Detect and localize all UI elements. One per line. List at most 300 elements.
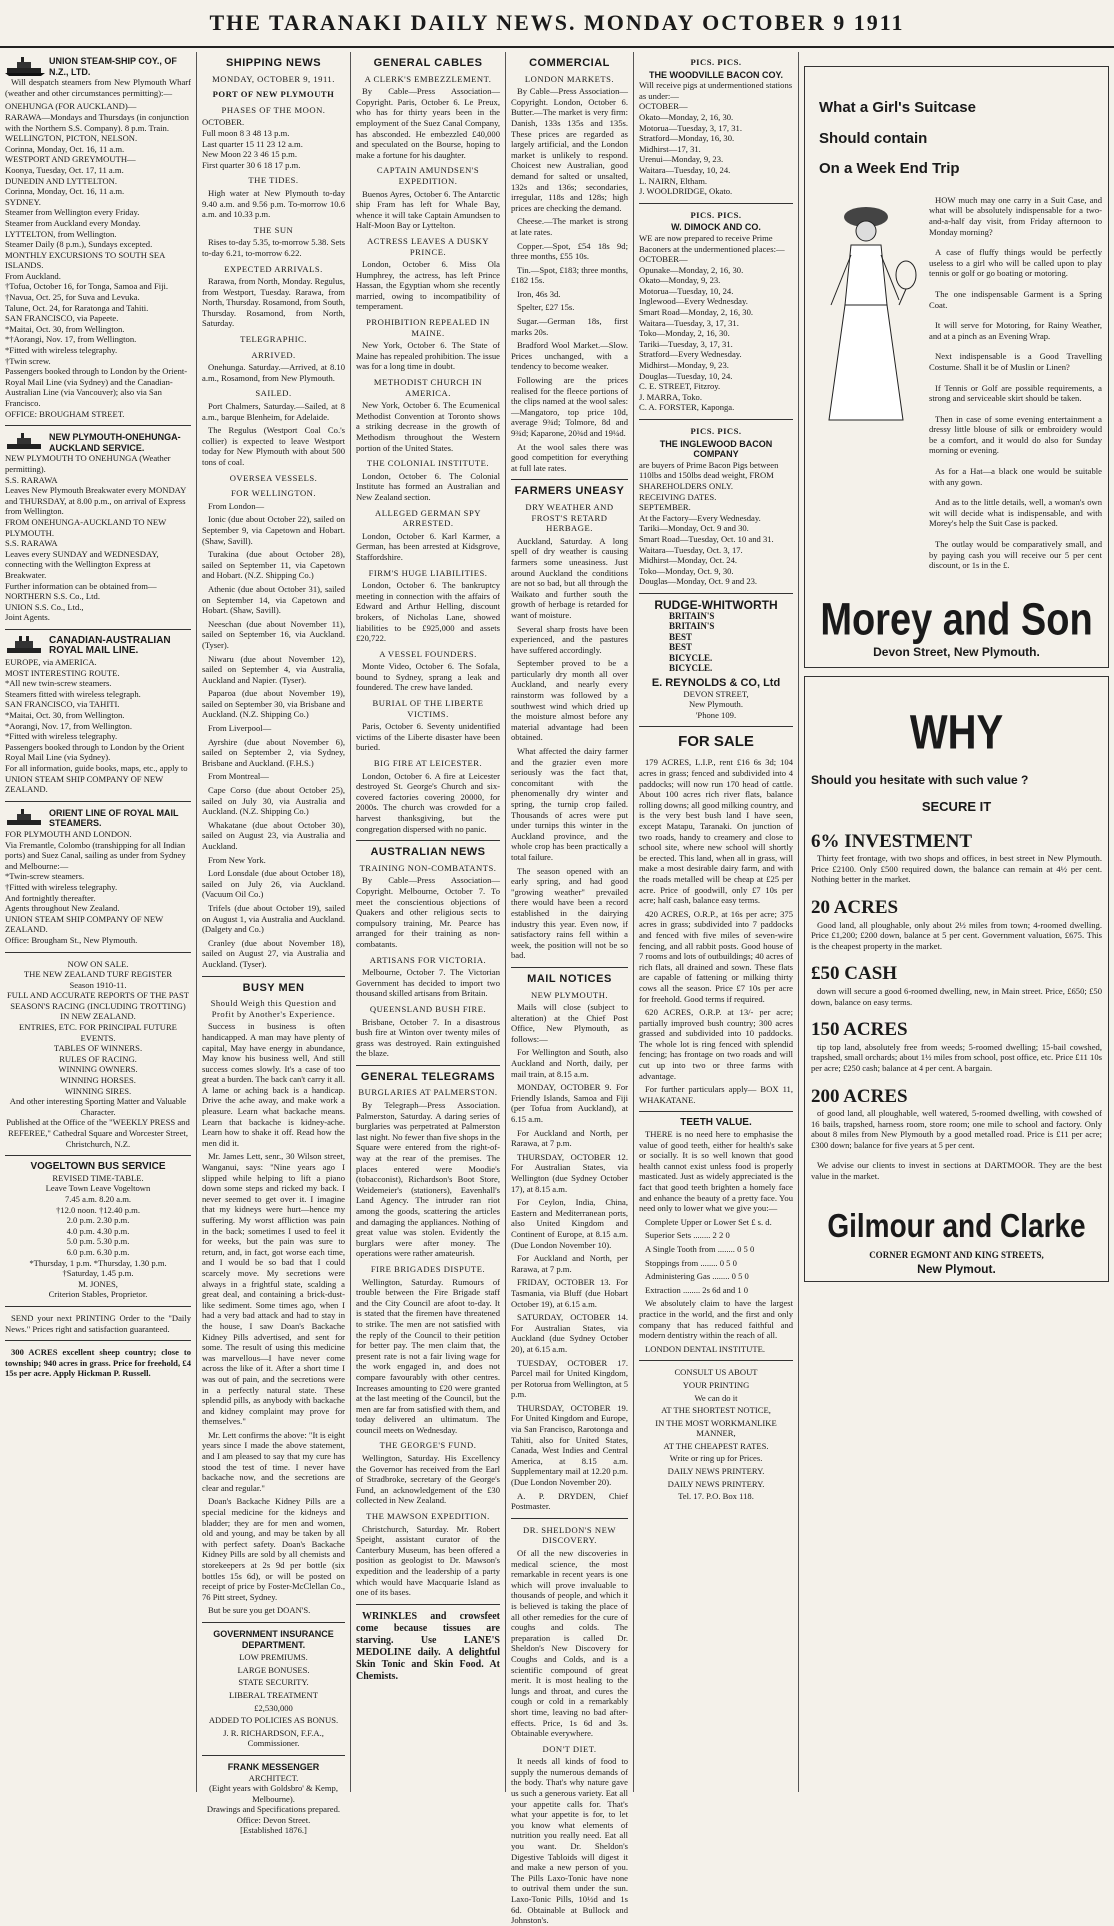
article-body: Monte Video, October 6. The Sofala, bound to Sydney, sprang a leak and foundered. The crew have landed.: [356, 661, 500, 693]
article-paragraph: Mr. James Lett, senr., 30 Wilson street, Wanganui, says: "Nine years ago I slipped while helping to lift a piano down some steps and ricked my back. I never seemed to get over it. I imagine that my kidneys were hurt—hence my suffering. My worst affliction was pain in the back; sometimes I used to feel it for weeks, but the pain was sure to return, and, in fact, got worse each time, and I would be so bad that I could scarcely move. My secretions were always in a frightful state, scalding a great deal, and containing a brick-dust-like sediment. Some times ago, when I had a very bad attack and had to stay in the house, I saw Doan's Backache Kidney Pills advertised, and sent for some. The result of using this medicine was marvellous—I have never come across the like of it. After a short time I was out of pain, and the secretions were in a perfectly natural state. These splendid pills, as anybody with backache and kidney complaint may prove for themselves.": [202, 1151, 345, 1427]
ad-line: Koonya, Tuesday, Oct. 17, 11 a.m.: [5, 164, 124, 175]
article-title: FIRE BRIGADES DISPUTE.: [370, 1263, 486, 1274]
article-title: PROHIBITION REPEALED IN MAINE.: [366, 317, 490, 338]
article-paragraph: September proved to be a particularly dry month all over Auckland, and nearly every rainstorm was followed by a southwest wind which dried up the moisture almost before any material advantage had been obtained.: [511, 658, 628, 743]
ad-line: OCTOBER—: [639, 101, 688, 112]
cash-heading: £50 CASH: [811, 963, 898, 985]
ad-line: RARAWA—Mondays and Thursdays (in conjunction with the Northern S.S. Company). 8 p.m. Train.: [5, 111, 189, 133]
ad-line: DAILY NEWS PRINTERY.: [667, 1478, 765, 1489]
ad-line: 7.45 a.m. 8.20 a.m.: [64, 1193, 132, 1204]
ad-line: Midhirst—Monday, Oct. 24.: [639, 555, 738, 566]
general-cables-heading: GENERAL CABLES: [373, 57, 483, 69]
sale-paragraph: 420 ACRES, O.R.P., at 16s per acre; 375 acres in grass; subdivided into 7 paddocks and fenced with five miles of seven-wire fencing, and all rabbit posts. Good house of 7 rooms and lots of outbuildings; 40 acres of rich flats, all drained and sown. These flats are capable of fattening or milking thirty cows all the season. Price £7 10s per acre for freehold. Good terms if required.: [639, 908, 793, 1004]
ad-line: (Eight years with Goldsbro' & Kemp, Melbourne).: [208, 1783, 338, 1804]
ad-line: OCTOBER—: [639, 254, 688, 265]
ad-line: SAN FRANCISCO, via TAHITI.: [5, 699, 120, 710]
article-paragraph: SATURDAY, OCTOBER 14. For Australian States, via Auckland (due Sydney October 20), at 6.15 a.m.: [511, 1312, 628, 1354]
ad-line: EUROPE, via AMERICA.: [5, 657, 97, 668]
ad-line: J. R. RICHARDSON, F.F.A., Commissioner.: [223, 1727, 324, 1749]
article-title: A VESSEL FOUNDERS.: [379, 648, 477, 659]
ad-line: Season 1910-11.: [69, 979, 127, 990]
suitcase-headline: Should contain: [819, 129, 928, 147]
ad-line: TABLES OF WINNERS.: [53, 1043, 143, 1054]
article-paragraph: Mails will close (subject to alteration) at the Chief Post Office, New Plymouth, as follows:—: [511, 1002, 628, 1044]
cash-text: down will secure a good 6-roomed dwelling, new, in Main street. Price, £650; £50 down, balance on easy terms.: [811, 985, 1102, 1007]
ad-line: *Fitted with wireless telegraphy.: [5, 345, 118, 356]
busy-men-heading: BUSY MEN: [242, 981, 305, 994]
divider: [511, 479, 628, 480]
gilmour-address: CORNER EGMONT AND KING STREETS,: [869, 1249, 1044, 1260]
ad-line: SEPTEMBER.: [639, 502, 691, 513]
ad-line: THERE is no need here to emphasise the value of good teeth, either for health's sake or socially. It is so well known that good health cannot exist unless food is properly masticated. Just as widely appreciated is the fact that good teeth brighten a homely face and enhance the beauty of a pretty face. You need only to lower what we give you:—: [639, 1129, 793, 1214]
article-paragraph: Bradford Wool Market.—Slow. Prices unchanged, with a tendency to become weaker.: [511, 340, 628, 372]
oversea-item: Ionic (due about October 22), sailed on September 9, via Capetown and Hobart. (Shaw, Savill).: [202, 514, 345, 546]
gilmour-city: New Plymout.: [917, 1262, 996, 1277]
ad-line: Criterion Stables, Proprietor.: [48, 1289, 148, 1300]
ad-line: Leaves New Plymouth Breakwater every MONDAY and THURSDAY, at 8.00 p.m., on arrival of Express from Wellington.: [5, 485, 186, 517]
ad-line: Corinna, Monday, Oct. 16, 11 a.m.: [5, 186, 125, 197]
article-body: Wellington, Saturday. His Excellency the Governor has received from the Earl of Stradbroke, secretary of the George's Fund, an acknowledgement of the £30 collected in New Zealand.: [356, 1453, 500, 1506]
onehunga-ad-title: NEW PLYMOUTH-ONEHUNGA-AUCKLAND SERVICE.: [49, 432, 181, 453]
busy-men-subheading: Should Weigh this Question and Profit by Another's Experience.: [210, 998, 337, 1019]
moon-row: First quarter 30 6 18 17 p.m.: [202, 159, 301, 170]
steamship-icon: [5, 808, 45, 828]
ad-line: ADDED TO POLICIES AS BONUS.: [208, 1715, 339, 1726]
masthead: THE TARANAKI DAILY NEWS. MONDAY OCTOBER 9 1911: [0, 0, 1114, 48]
sailed-heading: SAILED.: [255, 388, 292, 399]
ad-line: LONDON DENTAL INSTITUTE.: [645, 1343, 765, 1354]
ad-line: RECEIVING DATES.: [639, 491, 717, 502]
article-paragraph: Doan's Backache Kidney Pills are a special medicine for the kidneys and bladder; they are for men and women, old and young, and may be taken by all with perfect safety. Doan's Backache Kidney Pills are sold by all chemists and storekeepers at 2s 9d per bottle (six bottles 15s 6d), or will be posted on receipt of price by Foster-McClellan Co., 76 Pitt street, Sydney.: [202, 1496, 345, 1602]
onehunga-ad-header: [5, 432, 191, 453]
article-title: FIRM'S HUGE LIABILITIES.: [368, 567, 488, 578]
article-paragraph: It will serve for Motoring, for Rainy Weather, and at a pinch as an Evening Wrap.: [929, 320, 1102, 341]
ad-line: Agents throughout New Zealand.: [5, 903, 120, 914]
ad-line: Leave Town Leave Vogeltown: [45, 1183, 151, 1194]
ad-line: 2.0 p.m. 2.30 p.m.: [66, 1215, 130, 1226]
moon-row: Full moon 8 3 48 13 p.m.: [202, 127, 290, 138]
woodville-list: [639, 80, 793, 197]
ad-line: BICYCLE.: [669, 663, 713, 674]
ad-line: 4.0 p.m. 4.30 p.m.: [66, 1225, 130, 1236]
sale-paragraph: 179 ACRES, L.I.P., rent £16 6s 3d; 104 acres in grass; fenced and subdivided into 4 paddocks; will now run 170 head of cattle. About 100 acres rich river flats, balance rolling downs; all good milking country, and is the very best bush land I have seen, except Matapu, Taranaki. On junction of two roads, handy to creamery and close to school site, where new school will shortly be erected. This land, when all in grass, will make a most desirable dairy farm, and with the roads metalled will be cheap at £25 per acre. Price of goodwill, only £7 10s per acre; half cash, balance easy terms.: [639, 757, 793, 906]
article-body: By Telegraph—Press Association. Palmerston, Saturday. A daring series of burglaries was perpetrated at Palmerston last night. No fewer than five shops in the Square were entered from the right-of-way at the rear of the premises. The places entered were Moodie's (tobacconist), Richardson's Boot Store, Weidemeier's (stationers), Eavenhall's Land Agency. The intruder ran riot among the goods, scattering the articles and damaging the appliances. Nothing of great value was stolen. Evidently the burglars were after money. The operations were rather amateurish.: [356, 1100, 500, 1259]
divider: [202, 1622, 345, 1623]
investment-heading: 6% INVESTMENT: [811, 830, 972, 852]
why-heading: WHY: [909, 707, 1004, 760]
article-paragraph: For Auckland and North, per Rarawa, at 7 p.m.: [511, 1127, 628, 1149]
column-advertisements: [633, 52, 798, 1792]
ad-line: Administering Gas ........ 0 5 0: [645, 1271, 749, 1282]
column-general-cables: [350, 52, 505, 1792]
woman-illustration-icon: [811, 195, 921, 425]
article-body: London, October 6. The bankruptcy meeting in connection with the affairs of Edward and Arthur Helling, discount brokers, of Nicholas Lane, showed liabilities to be £925,000 and assets £20,722.: [356, 580, 500, 644]
divider: [639, 726, 793, 727]
ad-line: Tariki—Monday, Oct. 9 and 30.: [639, 523, 749, 534]
steamship-icon: [5, 56, 45, 76]
ad-line: Passengers booked through to London by the Orient-Royal Mail Line (via Sydney) and the Canadian-Australian Line (via Vancouver); also via San Francisco.: [5, 366, 188, 408]
acres200-text: of good land, all ploughable, well watered, 5-roomed dwelling, with cowshed of 16 bails, trapshed, harness room, store room; one mile to school and factory. Only about 8 miles from New Plymouth by a good metalled road. Price is £11 per acre; £300 down; balance for five years at 5 per cent.: [811, 1108, 1102, 1150]
divider: [511, 967, 628, 968]
acres20-heading: 20 ACRES: [811, 896, 899, 918]
oversea-item: Ayrshire (due about November 6), sailed on September 2, via Sydney, Brisbane and Auckland. (F.H.S.): [202, 736, 345, 768]
ad-line: S.S. RARAWA: [5, 538, 58, 549]
ad-line: 6.0 p.m. 6.30 p.m.: [66, 1246, 130, 1257]
article-paragraph: Several sharp frosts have been experienced, and the pastures have suffered accordingly.: [511, 623, 628, 655]
ad-line: WINNING HORSES.: [60, 1075, 136, 1086]
article-title: TRAINING NON-COMBATANTS.: [359, 862, 497, 873]
ad-line: Motorua—Tuesday, 10, 24.: [639, 285, 734, 296]
for-sale-list: [639, 757, 793, 1105]
ad-line: *Maitai, Oct. 30, from Wellington.: [5, 710, 125, 721]
govt-insurance-list: [202, 1652, 345, 1749]
reynolds-title: E. REYNOLDS & CO, Ltd: [651, 677, 781, 690]
union-ad-list: [5, 101, 191, 419]
article-paragraph: Sugar.—German 18s, first marks 20s.: [511, 316, 628, 337]
divider: [639, 1111, 793, 1112]
ad-line: UNION S.S. Co., Ltd.,: [5, 601, 84, 612]
australian-news-list: [356, 863, 500, 1059]
pics-heading-3: PICS. PICS.: [690, 426, 742, 436]
column-commercial: [505, 52, 633, 1926]
ad-line: SAN FRANCISCO, via Papeete.: [5, 313, 119, 324]
ad-line: Complete Upper or Lower Set £ s. d.: [645, 1216, 772, 1227]
onehunga-ad-list: [5, 453, 191, 623]
orient-ad-header: [5, 808, 191, 829]
divider: [639, 593, 793, 594]
article-body: London, October 6. Miss Ola Humphrey, the actress, has left Prince Hassan, the Egyptian whom she recently married, owing to incompatibility of temperament.: [356, 259, 500, 312]
ad-line: IN THE MOST WORKMANLIKE MANNER,: [655, 1417, 777, 1439]
ad-line: MOST INTERESTING ROUTE.: [5, 667, 120, 678]
ad-line: THE NEW ZEALAND TURF REGISTER: [23, 969, 173, 980]
sun-heading: THE SUN: [253, 224, 294, 235]
ad-line: And fortnightly thereafter.: [5, 892, 96, 903]
ad-line: C. E. STREET, Fitzroy.: [639, 381, 721, 392]
article-paragraph: Following are the prices realised for the fleece portions of the clips named at the wool sales:—Mangatoro, top price 10d, average 9¾d; Tolmore, 8d and 9¾d; Kaparone, 20¾d and 19¼d.: [511, 375, 628, 438]
ad-line: DUNEDIN AND LYTTELTON.: [5, 175, 118, 186]
vogeltown-ad-title: VOGELTOWN BUS SERVICE: [30, 1161, 166, 1173]
canadian-ad-list: [5, 657, 191, 795]
article-paragraph: What affected the dairy farmer and the grazier even more seriously was the fact that, concomitant with the phenomenally dry winter and spring, the turnip crop failed. Thousands of acres were put under turnips this winter in the Auckland province, and the whole crop has been practically a total failure.: [511, 746, 628, 862]
divider: [639, 1360, 793, 1361]
gilmour-clarke-ad: [804, 676, 1109, 1281]
oversea-item: From New York.: [208, 854, 266, 865]
ad-line: Steamers fitted with wireless telegraph.: [5, 688, 141, 699]
australian-news-heading: AUSTRALIAN NEWS: [370, 846, 486, 859]
oversea-item: Trifels (due about October 19), sailed on August 1, via Australia and Auckland. (Dalgety and Co.): [202, 902, 345, 935]
farmers-uneasy-heading: FARMERS UNEASY: [514, 485, 625, 498]
reynolds-list: [639, 689, 793, 721]
ad-line: Tel. 17. P.O. Box 118.: [678, 1491, 754, 1502]
moon-row: OCTOBER.: [202, 117, 245, 128]
divider: [5, 629, 191, 630]
article-title: A CLERK'S EMBEZZLEMENT.: [364, 73, 492, 84]
article-paragraph: MONDAY, OCTOBER 9. For Friendly Islands, Samoa and Fiji (per Tofua from Auckland), at 6.15 a.m.: [511, 1082, 628, 1125]
ad-line: ENTRIES, ETC. FOR PRINCIPAL FUTURE EVENTS.: [19, 1022, 177, 1043]
turf-register-ad: [5, 959, 191, 1150]
acres150-heading: 150 ACRES: [811, 1019, 908, 1041]
rudge-list: [639, 611, 793, 675]
ad-line: Douglas—Monday, Oct. 9 and 23.: [639, 576, 758, 587]
morey-title: Morey and Son: [820, 594, 1093, 646]
ad-line: †Tofua, October 16, for Tonga, Samoa and Fiji.: [5, 281, 169, 292]
ad-line: C. A. FORSTER, Kaponga.: [639, 402, 735, 413]
orient-ad-list: [5, 829, 191, 946]
article-body: Buenos Ayres, October 6. The Antarctic ship Fram has left for Whale Bay, whence it will take Captain Amundsen to Half-Moon Bay or Lyttelton.: [356, 188, 500, 231]
ad-line: YOUR PRINTING: [682, 1379, 750, 1390]
telegrams-list: [356, 1087, 500, 1597]
regulus-text: The Regulus (Westport Coal Co.'s collier) is expected to leave Westport today for New Plymouth with about 500 tons of coal.: [202, 425, 345, 467]
article-paragraph: At the wool sales there was good competition for everything at full late rates.: [511, 441, 628, 473]
ad-line: New Plymouth.: [689, 699, 743, 710]
divider: [5, 1340, 191, 1341]
oversea-list: [202, 501, 345, 970]
ad-line: 'Phone 109.: [695, 709, 737, 720]
ad-line: Toko—Monday, 2, 16, 30.: [639, 328, 730, 339]
tides-text: High water at New Plymouth to-day 9.40 a.m. and 9.56 p.m. To-morrow 10.6 a.m. and 10.33 p.m.: [202, 187, 345, 220]
morey-address: Devon Street, New Plymouth.: [873, 644, 1040, 659]
telegraphic-heading: TELEGRAPHIC.: [240, 334, 307, 345]
oversea-item: Niwaru (due about November 12), sailed on September 4, via Australia, Auckland and Napier. (Tyser).: [202, 653, 345, 685]
ad-line: Passengers booked through to London by the Orient Royal Mail Line (via Sydney).: [5, 741, 185, 763]
ad-line: Steamer from Auckland every Monday.: [5, 217, 141, 228]
divider: [511, 1518, 628, 1519]
ad-line: S.S. RARAWA: [5, 474, 58, 485]
oversea-item: Turakina (due about October 28), sailed on September 11, via Capetown and Hobart. (N.Z. Shipping Co.): [202, 549, 345, 581]
ad-line: Will receive pigs at undermentioned stations as under:—: [639, 80, 793, 101]
ad-line: Drawings and Specifications prepared.: [206, 1804, 341, 1815]
ad-line: NOW ON SALE.: [67, 958, 129, 969]
ad-line: RULES OF RACING.: [59, 1053, 137, 1064]
article-paragraph: HOW much may one carry in a Suit Case, and what will be absolutely indispensable for a two-and-a-half day visit, from Friday afternoon to Monday morning?: [929, 194, 1102, 237]
ad-line: NEW PLYMOUTH TO ONEHUNGA (Weather permitting).: [5, 453, 171, 474]
ad-line: †12.0 noon. †12.40 p.m.: [55, 1204, 141, 1215]
ad-line: LIBERAL TREATMENT: [228, 1689, 319, 1700]
lanes-medoline-ad: WRINKLES and crowsfeet come because tissues are starving. Use LANE'S MEDOLINE daily. A delightful Skin Tonic and Skin Food. At Chemists.: [356, 1610, 500, 1682]
moon-table: [202, 117, 345, 170]
ad-line: AT THE CHEAPEST RATES.: [663, 1440, 769, 1451]
article-title: ARTISANS FOR VICTORIA.: [369, 954, 487, 965]
suitcase-headlines: [819, 99, 1102, 178]
ad-line: *All new twin-screw steamers.: [5, 678, 112, 689]
ad-line: Leaves every SUNDAY and WEDNESDAY, connecting with the Wellington Express at Breakwater.: [5, 548, 159, 580]
moon-row: Last quarter 15 11 23 12 a.m.: [202, 138, 303, 149]
ad-line: *†Aorangi, Nov. 17, from Wellington.: [5, 334, 137, 345]
ad-line: Stratford—Monday, 16, 30.: [639, 133, 735, 144]
article-paragraph: Auckland, Saturday. A long spell of dry weather is causing farmers some uneasiness. Just around Auckland the conditions are not so bad, but all through the Waikato and further south the growth of herbage is retarded for want of moisture.: [511, 535, 628, 620]
ad-line: Office: Devon Street.: [236, 1814, 311, 1825]
ad-line: Waitara—Tuesday, 3, 17, 31.: [639, 317, 739, 328]
ad-line: Tariki—Tuesday, 3, 17, 31.: [639, 338, 733, 349]
gilmour-title: Gilmour and Clarke: [827, 1206, 1086, 1244]
oversea-item: Paparoa (due about November 19), sailed on September 30, via Brisbane and Auckland. (N.Z. Shipping Co.): [202, 688, 345, 720]
ad-line: LOW PREMIUMS.: [239, 1652, 308, 1663]
article-paragraph: THURSDAY, OCTOBER 19. For United Kingdom and Europe, via San Francisco, Rarotonga and Tahiti, also for United States, Canada, West Indies and Central America, at 8.15 a.m. Supplementary mail at 12.20 p.m. (Due London November 20).: [511, 1402, 628, 1488]
dartmoor-advice: We advise our clients to invest in sections at DARTMOOR. They are the best value in the market.: [811, 1160, 1102, 1182]
article-paragraph: Mr. Lett confirms the above: "It is eight years since I made the above statement, and I am pleased to say that my cure has stood the test of time. I never have backache now, and the secretions are clear and regular.": [202, 1429, 345, 1493]
article-title: THE GEORGE'S FUND.: [379, 1440, 477, 1451]
article-paragraph: For Auckland and North, per Rarawa, at 7 p.m.: [511, 1253, 628, 1274]
ad-line: From Auckland.: [5, 270, 61, 281]
london-markets-heading: LONDON MARKETS.: [524, 73, 615, 84]
column-display-ads: [798, 52, 1114, 1792]
oversea-heading: OVERSEA VESSELS.: [229, 472, 318, 483]
divider: [356, 840, 500, 841]
teeth-list: [639, 1129, 793, 1354]
article-paragraph: Then in case of some evening entertainment a dressy little blouse of silk or embroidery would be a comfort, and it would do also for Sunday morning or evening.: [929, 413, 1102, 456]
ad-line: WINNING SIRES.: [64, 1085, 132, 1096]
sailed-text: Port Chalmers, Saturday.—Sailed, at 8 a.m., barque Blenheim, for Adelaide.: [202, 401, 345, 422]
article-title: ACTRESS LEAVES A DUSKY PRINCE.: [367, 235, 489, 257]
ad-line: Published at the Office of the "WEEKLY PRESS and REFEREE," Cathedral Square and Worcester Street, Christchurch, N.Z.: [6, 1117, 190, 1149]
article-paragraph: For Wellington and South, also Auckland and North, daily, per mail train, at 8.15 a.m.: [511, 1047, 628, 1079]
ad-line: Office: Brougham St., New Plymouth.: [5, 934, 138, 945]
ad-line: M. JONES,: [78, 1278, 118, 1289]
morey-suitcase-ad: [804, 66, 1109, 668]
arrived-heading: ARRIVED.: [251, 349, 296, 360]
ad-line: Joint Agents.: [5, 612, 50, 623]
article-body: Melbourne, October 7. The Victorian Government has decided to import two thousand skilled artisans from Britain.: [356, 967, 500, 999]
article-title: BURGLARIES AT PALMERSTON.: [358, 1087, 498, 1098]
tides-heading: THE TIDES.: [248, 175, 299, 186]
ad-line: L. NAIRN, Eltham.: [639, 175, 708, 186]
ad-line: DEVON STREET,: [683, 688, 749, 699]
article-body: New York, October 6. The State of Maine has repealed prohibition. The issue was for a long time in doubt.: [356, 340, 500, 372]
article-paragraph: By Cable—Press Association—Copyright. London, October 6. Butter.—The market is very firm: Danish, 133s 135s and 135s. These prices are regarded as largely artificial, and the London market is unlikely to respond. Choicest new Australian, good demand for salted or unsalted, 132s and 136s; secondaries, irregular, 118s and 128s; high prices are checking the demand.: [511, 86, 628, 213]
ad-line: J. MARRA, Toko.: [639, 391, 702, 402]
arrivals-text: Rarawa, from North, Monday. Regulus, from Westport, Tuesday. Rarawa, from North, Thursday. Rosamond, from South, Thursday. Rosamond, from North, Saturday.: [202, 276, 345, 329]
port-heading: PORT OF NEW PLYMOUTH: [212, 89, 335, 100]
ad-line: Talune, Oct. 24, for Raratonga and Tahiti.: [5, 302, 149, 313]
article-paragraph: TUESDAY, OCTOBER 17. Parcel mail for United Kingdom, per Rotorua from Wellington, at 5 p.m.: [511, 1357, 628, 1400]
vogeltown-ad-list: [5, 1173, 191, 1300]
article-title: BURIAL OF THE LIBERTE VICTIMS.: [372, 698, 484, 719]
ad-line: [Established 1876.]: [240, 1825, 307, 1836]
union-ad-header: [5, 56, 191, 77]
ad-line: At the Factory—Every Wednesday.: [639, 512, 761, 523]
article-title: METHODIST CHURCH IN AMERICA.: [373, 377, 483, 398]
divider: [356, 1065, 500, 1066]
acres-ad: 300 ACRES excellent sheep country; close to township; 940 acres in grass. Price for freehold, £4 15s per acre. Apply Hickman P. Russell.: [5, 1347, 191, 1379]
ad-line: †Twin screw.: [5, 355, 51, 366]
ad-line: J. WOOLDRIDGE, Okato.: [639, 186, 733, 197]
column-shipping-news: [196, 52, 350, 1836]
ad-line: Corinna, Monday, Oct. 16, 11 a.m.: [5, 143, 125, 154]
govt-insurance-title: GOVERNMENT INSURANCE DEPARTMENT.: [213, 1628, 334, 1650]
article-paragraph: The one indispensable Garment is a Spring Coat.: [929, 288, 1102, 310]
oversea-item: From Liverpool—: [208, 723, 272, 734]
article-paragraph: But be sure you get DOAN'S.: [208, 1605, 311, 1616]
ad-line: BRITAIN'S: [669, 621, 715, 632]
ad-line: WE are now prepared to receive Prime Baconers at the undermentioned places:—: [639, 232, 785, 254]
moon-row: New Moon 22 3 46 15 p.m.: [202, 149, 298, 160]
for-wellington-heading: FOR WELLINGTON.: [231, 488, 316, 499]
ad-line: Via Fremantle, Colombo (transhipping for all Indian ports) and Suez Canal, sailing as under from Sydney and Melbourne:—: [5, 839, 186, 871]
commercial-heading: COMMERCIAL: [529, 57, 610, 69]
mail-notices-heading: MAIL NOTICES: [527, 972, 612, 985]
mail-notices-subheading: NEW PLYMOUTH.: [530, 989, 609, 1000]
shipping-date: MONDAY, OCTOBER 9, 1911.: [212, 73, 335, 84]
article-title: BIG FIRE AT LEICESTER.: [373, 758, 483, 769]
column-shipping-ads: [0, 52, 196, 1792]
divider: [202, 1755, 345, 1756]
article-title: QUEENSLAND BUSH FIRE.: [369, 1003, 487, 1014]
ad-line: LYTTELTON, from Wellington.: [5, 228, 117, 239]
sale-paragraph: For further particulars apply— BOX 11, WHAKATANE.: [639, 1084, 793, 1105]
ad-line: FROM ONEHUNGA-AUCKLAND TO NEW PLYMOUTH.: [5, 516, 167, 538]
ad-line: Waitara—Tuesday, Oct. 3, 17.: [639, 544, 743, 555]
ad-line: Toko—Monday, Oct. 9, 30.: [639, 565, 734, 576]
article-paragraph: As for a Hat—a black one would be suitable with any gown.: [929, 466, 1102, 487]
oversea-item: Athenic (due about October 31), sailed on September 14, via Capetown and Hobart. (Shaw, Savill).: [202, 583, 345, 616]
arrivals-heading: EXPECTED ARRIVALS.: [224, 263, 323, 274]
article-body: By Cable—Press Association—Copyright. Paris, October 6. Le Preux, who has for thirty years been in the employment of the Suez Canal Company, has absconded. He embezzled £40,000 and speculated on the Bourse, hoping to make a fortune for his daughter.: [356, 86, 500, 160]
ad-line: WESTPORT AND GREYMOUTH—: [5, 154, 136, 165]
divider: [202, 976, 345, 977]
oversea-item: Neeschan (due about November 11), sailed on September 16, via Auckland. (Tyser).: [202, 618, 345, 650]
article-paragraph: Success in business is often handicapped. A man may have plenty of capital, May have energy in abundance, May know his business well, And still success comes slowly. It's a case of too great a burden. The back can't carry it all. A lame or aching back is a handicap. Drive the ache away, and make work a pleasure. Learn what backache means. Learn that backache is kidney-ache. Learn how to shake it off. Read how the men did it.: [202, 1021, 345, 1148]
ad-line: FULL AND ACCURATE REPORTS OF THE PAST SEASON'S RACING (INCLUDING TROTTING) IN NEW ZEALAND.: [6, 990, 190, 1022]
ad-line: STATE SECURITY.: [238, 1677, 309, 1688]
dimock-list: [639, 233, 793, 413]
oversea-item: Lord Lonsdale (due about October 18), sailed on July 26, via Auckland. (Vacuum Oil Co.): [202, 868, 345, 900]
article-paragraph: For Ceylon, India, China, Eastern and Mediterranean ports, also United Kingdom and Continent of Europe, at 8.15 a.m. (Due London November 10).: [511, 1197, 628, 1250]
divider: [5, 425, 191, 426]
ad-line: LARGE BONUSES.: [237, 1664, 310, 1675]
ad-line: Steamer from Wellington every Friday.: [5, 207, 140, 218]
ad-line: *Twin-screw steamers.: [5, 871, 85, 882]
ad-line: 5.0 p.m. 5.30 p.m.: [66, 1236, 130, 1247]
article-title: THE MAWSON EXPEDITION.: [366, 1511, 490, 1522]
orient-ad-title: ORIENT LINE OF ROYAL MAIL STEAMERS.: [49, 807, 179, 829]
article-body: Christchurch, Saturday. Mr. Robert Speight, assistant curator of the Canterbury Museum, has been offered a position as geologist to Dr. Mawson's expedition and the leadership of a party which would have Macquarie Island as one of its bases.: [356, 1523, 500, 1598]
article-paragraph: Iron, 46s 3d.: [517, 288, 561, 299]
sheldon-heading: DR. SHELDON'S NEW DISCOVERY.: [523, 1524, 616, 1546]
acres20-text: Good land, all ploughable, only about 2½ miles from town; 4-roomed dwelling. Price £1,200; £200 down, balance at 5 per cent. Government valuation, £675. This is the cheapest property in the market.: [811, 919, 1102, 951]
ad-line: Inglewood—Every Wednesday.: [639, 296, 748, 307]
ad-line: ARCHITECT.: [248, 1772, 299, 1783]
sun-text: Rises to-day 5.35, to-morrow 5.38. Sets to-day 6.21, to-morrow 6.22.: [202, 237, 345, 258]
article-paragraph: Cheese.—The market is strong at late rates.: [511, 216, 628, 237]
article-body: Wellington, Saturday. Rumours of trouble between the Fire Brigade staff and the City Council are afoot to-day. It is stated that the firemen have threatened to strike. The men are not satisfied with the reply of the Council to their petition for better pay. The men claim that, the present rate is not a fair living wage for the work engaged in, and does not compare favourably with other centres. Increases amounting to £20 were granted at the last meeting of the Council, but the men are far from satisfied with them, and today delivered an ultimatum. The council meets on Wednesday.: [356, 1276, 500, 1435]
ad-line: Superior Sets ........ 2 2 0: [645, 1230, 730, 1241]
printing-ad-list: [639, 1367, 793, 1502]
ad-line: *Fitted with wireless telegraphy.: [5, 731, 118, 742]
ad-line: SYDNEY.: [5, 196, 41, 207]
ad-line: Midhirst—Monday, 9, 23.: [639, 360, 729, 371]
ad-line: We can do it: [694, 1392, 738, 1403]
ad-line: Extraction ........ 2s 6d and 1 0: [645, 1284, 749, 1295]
ad-line: are buyers of Prime Bacon Pigs between 110lbs and 150lbs dead weight, FROM SHAREHOLDERS ONLY.: [639, 459, 779, 491]
ad-line: We absolutely claim to have the largest practice in the world, and the first and only company that has reduced faithful and modern dentistry within the reach of all.: [639, 1298, 793, 1341]
ad-line: ONEHUNGA (FOR AUCKLAND)—: [5, 101, 137, 112]
architect-title: FRANK MESSENGER: [227, 1761, 320, 1772]
acres150-text: tip top land, absolutely free from weeds; 5-roomed dwelling; 15-bail cowshed, trapshed, small orchards; about 1½ miles from school, post office, etc. Price £11 10s per acre; £250 cash; balance at 4 per cent. A bargain.: [811, 1041, 1102, 1073]
ad-line: REVISED TIME-TABLE.: [52, 1172, 144, 1183]
moon-heading: PHASES OF THE MOON.: [221, 104, 326, 115]
dont-diet-heading: DON'T DIET.: [542, 1743, 597, 1754]
ad-line: BEST: [669, 631, 693, 642]
article-body: London, October 6. A fire at Leicester destroyed St. George's Church and six-covered factories covering 20000, for 2000s. The church was crowded for a harvest thanksgiving, but the congregation dispersed with no panic.: [356, 770, 500, 834]
farmers-article: [511, 536, 628, 961]
article-paragraph: Spelter, £27 15s.: [517, 302, 575, 313]
article-paragraph: Tin.—Spot, £183; three months, £182 15s.: [511, 264, 628, 286]
dont-diet-text: It needs all kinds of food to supply the numerous demands of the body. That's why nature gave us such a generous variety. Eat all your appetite calls for. That's what your appetite is for, to let you know what elements of nutrition you really need. Eat all you want. Dr. Sheldon's Digestive Tabloids will digest it and make a new person of you. The Pills Laxo-Tonic have none to outrival them under the sun. Laxo-Tonic Pills, 10½d and 1s 6d. Obtainable at Bullock and Johnston's.: [511, 1756, 628, 1926]
secure-it-heading: SECURE IT: [921, 799, 992, 814]
ad-line: *Aorangi, Nov. 17, from Wellington.: [5, 720, 133, 731]
article-title: ALLEGED GERMAN SPY ARRESTED.: [375, 507, 481, 529]
sale-paragraph: 620 ACRES, O.R.P. at 13/- per acre; partially improved bush country; 300 acres grassed and subdivided into 10 paddocks. The whole lot is ring fenced with splendid fencing; has frontage on two roads and will cut up into two or three farms with advantage.: [639, 1007, 793, 1081]
